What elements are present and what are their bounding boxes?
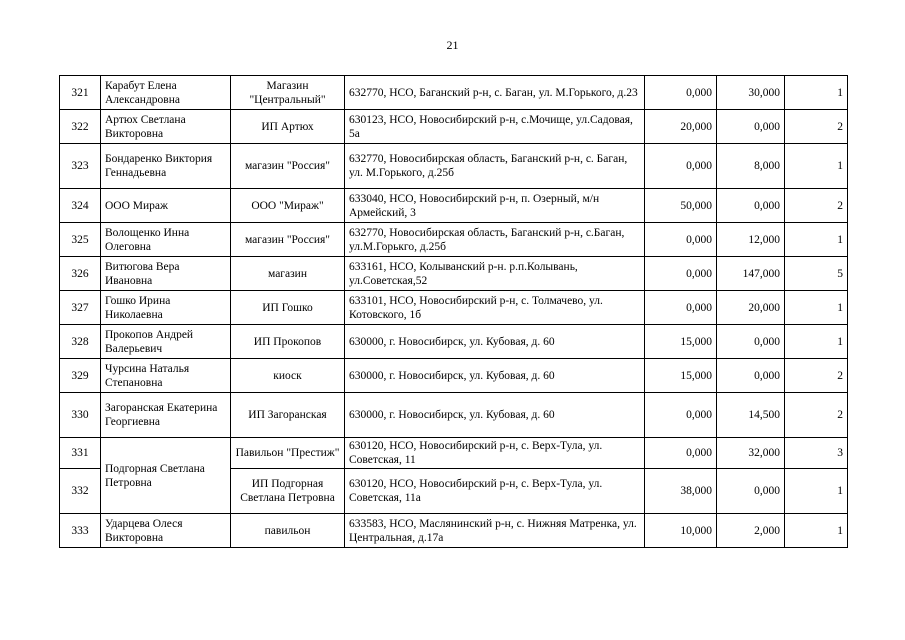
- value-3: 1: [785, 223, 848, 257]
- owner-name: Волощенко Инна Олеговна: [101, 223, 231, 257]
- value-1: 0,000: [645, 393, 717, 438]
- store-name: магазин "Россия": [231, 223, 345, 257]
- owner-name: Карабут Елена Александровна: [101, 76, 231, 110]
- store-address: 630000, г. Новосибирск, ул. Кубовая, д. 60: [345, 359, 645, 393]
- value-3: 1: [785, 76, 848, 110]
- value-3: 5: [785, 257, 848, 291]
- value-2: 20,000: [717, 291, 785, 325]
- value-2: 32,000: [717, 438, 785, 469]
- owner-name: Гошко Ирина Николаевна: [101, 291, 231, 325]
- store-address: 630000, г. Новосибирск, ул. Кубовая, д. 60: [345, 393, 645, 438]
- row-number: 333: [60, 514, 101, 548]
- value-1: 10,000: [645, 514, 717, 548]
- table-row: [60, 514, 848, 548]
- table-row: [60, 144, 848, 189]
- row-number: 332: [60, 469, 101, 514]
- table-row: [60, 223, 848, 257]
- value-1: 20,000: [645, 110, 717, 144]
- store-address: 630120, НСО, Новосибирский р-н, с. Верх-Тула, ул. Советская, 11: [345, 438, 645, 469]
- value-1: 0,000: [645, 291, 717, 325]
- value-2: 0,000: [717, 325, 785, 359]
- value-2: 0,000: [717, 110, 785, 144]
- store-name: ИП Прокопов: [231, 325, 345, 359]
- value-3: 2: [785, 393, 848, 438]
- store-address: 633101, НСО, Новосибирский р-н, с. Толмачево, ул. Котовского, 1б: [345, 291, 645, 325]
- store-address: 633161, НСО, Колыванский р-н. р.п.Колывань, ул.Советская,52: [345, 257, 645, 291]
- value-2: 0,000: [717, 359, 785, 393]
- value-1: 0,000: [645, 76, 717, 110]
- owner-name: Ударцева Олеся Викторовна: [101, 514, 231, 548]
- value-2: 14,500: [717, 393, 785, 438]
- value-3: 1: [785, 514, 848, 548]
- store-name: Павильон "Престиж": [231, 438, 345, 469]
- value-1: 50,000: [645, 189, 717, 223]
- table-row: [60, 189, 848, 223]
- page-number: 21: [446, 38, 459, 52]
- table-row: [60, 76, 848, 110]
- value-3: 1: [785, 469, 848, 514]
- row-number: 327: [60, 291, 101, 325]
- row-number: 321: [60, 76, 101, 110]
- store-name: ООО "Мираж": [231, 189, 345, 223]
- store-name: Магазин "Центральный": [231, 76, 345, 110]
- value-2: 147,000: [717, 257, 785, 291]
- store-name: ИП Подгорная Светлана Петровна: [231, 469, 345, 514]
- row-number: 326: [60, 257, 101, 291]
- value-1: 38,000: [645, 469, 717, 514]
- value-2: 0,000: [717, 189, 785, 223]
- value-2: 0,000: [717, 469, 785, 514]
- store-name: ИП Загоранская: [231, 393, 345, 438]
- store-address: 632770, Новосибирская область, Баганский р-н, с.Баган, ул.М.Горькго, д.25б: [345, 223, 645, 257]
- table-row: [60, 359, 848, 393]
- store-address: 633583, НСО, Маслянинский р-н, с. Нижняя Матренка, ул. Центральная, д.17а: [345, 514, 645, 548]
- value-1: 0,000: [645, 438, 717, 469]
- owner-name: ООО Мираж: [101, 189, 231, 223]
- value-3: 2: [785, 189, 848, 223]
- value-3: 1: [785, 291, 848, 325]
- store-name: ИП Артюх: [231, 110, 345, 144]
- table-row: [60, 393, 848, 438]
- owner-name: Чурсина Наталья Степановна: [101, 359, 231, 393]
- owner-name: Бондаренко Виктория Геннадьевна: [101, 144, 231, 189]
- value-2: 30,000: [717, 76, 785, 110]
- store-name: ИП Гошко: [231, 291, 345, 325]
- value-3: 2: [785, 359, 848, 393]
- value-1: 15,000: [645, 325, 717, 359]
- owner-name: Прокопов Андрей Валерьевич: [101, 325, 231, 359]
- owner-name: Витюгова Вера Ивановна: [101, 257, 231, 291]
- row-number: 325: [60, 223, 101, 257]
- value-2: 12,000: [717, 223, 785, 257]
- value-3: 1: [785, 144, 848, 189]
- row-number: 329: [60, 359, 101, 393]
- store-name: павильон: [231, 514, 345, 548]
- value-3: 1: [785, 325, 848, 359]
- store-name: киоск: [231, 359, 345, 393]
- table-row: [60, 325, 848, 359]
- row-number: 323: [60, 144, 101, 189]
- owner-name: Артюх Светлана Викторовна: [101, 110, 231, 144]
- row-number: 330: [60, 393, 101, 438]
- store-address: 633040, НСО, Новосибирский р-н, п. Озерный, м/н Армейский, 3: [345, 189, 645, 223]
- table-row: [60, 257, 848, 291]
- value-1: 0,000: [645, 223, 717, 257]
- value-1: 0,000: [645, 144, 717, 189]
- row-number: 331: [60, 438, 101, 469]
- store-address: 630120, НСО, Новосибирский р-н, с. Верх-Тула, ул. Советская, 11а: [345, 469, 645, 514]
- table-row: [60, 110, 848, 144]
- store-address: 630123, НСО, Новосибирский р-н, с.Мочище, ул.Садовая, 5а: [345, 110, 645, 144]
- row-number: 328: [60, 325, 101, 359]
- registry-table: [59, 75, 848, 548]
- value-3: 2: [785, 110, 848, 144]
- value-2: 2,000: [717, 514, 785, 548]
- table-row: [60, 291, 848, 325]
- store-address: 632770, НСО, Баганский р-н, с. Баган, ул. М.Горького, д.23: [345, 76, 645, 110]
- value-3: 3: [785, 438, 848, 469]
- table-row: [60, 438, 848, 469]
- store-name: магазин: [231, 257, 345, 291]
- owner-name: Подгорная Светлана Петровна: [101, 438, 231, 514]
- value-1: 0,000: [645, 257, 717, 291]
- owner-name: Загоранская Екатерина Георгиевна: [101, 393, 231, 438]
- store-address: 632770, Новосибирская область, Баганский р-н, с. Баган, ул. М.Горького, д.25б: [345, 144, 645, 189]
- value-1: 15,000: [645, 359, 717, 393]
- row-number: 322: [60, 110, 101, 144]
- store-name: магазин "Россия": [231, 144, 345, 189]
- store-address: 630000, г. Новосибирск, ул. Кубовая, д. 60: [345, 325, 645, 359]
- row-number: 324: [60, 189, 101, 223]
- value-2: 8,000: [717, 144, 785, 189]
